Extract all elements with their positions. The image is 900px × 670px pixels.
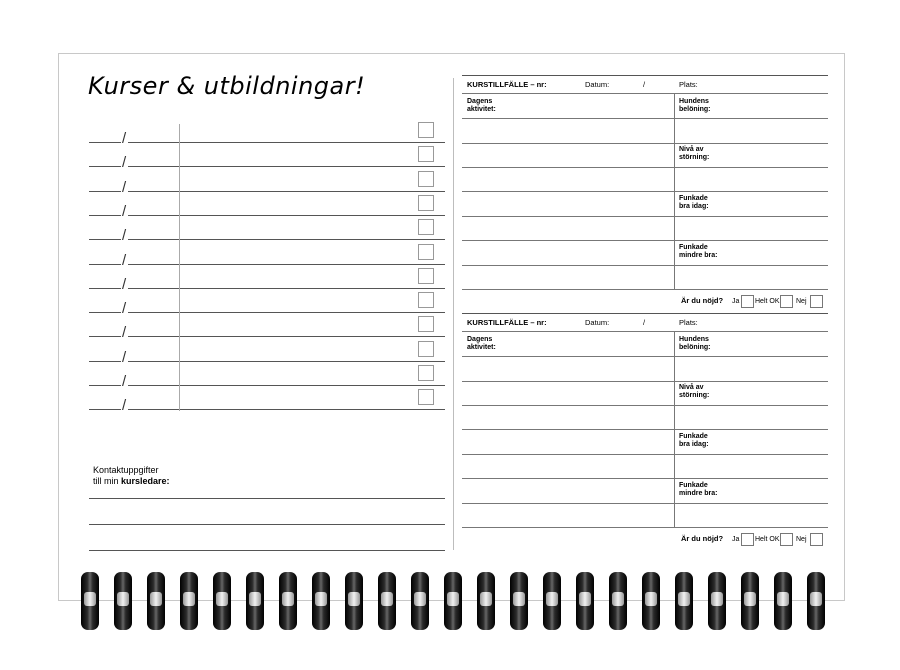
spiral-ring [213,572,231,630]
option-nej-checkbox[interactable] [810,533,823,546]
option-ja-checkbox[interactable] [741,533,754,546]
header-label: KURSTILLFÄLLE [467,80,529,89]
datum-label: Datum: [585,80,610,89]
course-row[interactable] [89,386,445,415]
date-slash: / [122,348,127,366]
form-line[interactable] [462,429,828,430]
mindre-line2: mindre bra: [679,490,718,497]
date-slash: / [122,154,127,172]
option-helt-checkbox[interactable] [780,295,793,308]
course-row[interactable] [89,338,445,366]
form-column-separator [674,93,675,289]
mindre-label [679,244,718,260]
contact-label-line1: Kontaktuppgifter [93,465,159,475]
spiral-ring [246,572,264,630]
spiral-ring [345,572,363,630]
course-checkbox[interactable] [418,146,434,162]
option-nej-label: Nej [796,536,807,543]
form-line[interactable] [462,191,828,192]
hundens-label [679,336,711,352]
form-header [467,318,547,327]
form-line[interactable] [462,503,828,504]
niva-line2: störning: [679,392,710,399]
course-row[interactable] [89,143,445,172]
course-name-field[interactable] [128,409,445,410]
niva-label [679,146,709,162]
contact-line[interactable] [89,524,445,525]
course-row[interactable] [89,168,445,196]
column-separator [179,124,180,411]
page-divider [453,78,454,550]
spiral-ring [807,572,825,630]
form-line[interactable] [462,356,828,357]
spiral-ring [642,572,660,630]
spiral-ring [741,572,759,630]
course-checkbox[interactable] [418,122,434,138]
contact-prefix: till min [93,476,122,486]
form-line[interactable] [462,118,828,119]
datum-slash: / [643,318,646,327]
spiral-ring [147,572,165,630]
date-slash: / [122,130,127,147]
dagens-line2: aktivitet: [467,106,496,113]
course-row[interactable] [89,241,445,269]
spiral-ring [576,572,594,630]
option-helt-checkbox[interactable] [780,533,793,546]
plats-label: Plats: [679,80,698,89]
datum-label: Datum: [585,318,610,327]
date-slash: / [122,227,127,245]
spiral-ring [378,572,396,630]
date-slash: / [122,251,127,269]
course-row[interactable] [89,265,445,293]
funkade-line1: Funkade [679,433,708,440]
course-checkbox[interactable] [418,171,434,187]
dagens-label [467,336,496,352]
form-line[interactable] [462,143,828,144]
contact-bold: kursledare: [121,476,170,486]
spiral-ring [114,572,132,630]
hundens-line2: belöning: [679,344,711,351]
dagens-line2: aktivitet: [467,344,496,351]
form-line[interactable] [462,240,828,241]
niva-label [679,384,709,400]
spiral-ring [543,572,561,630]
form-column-separator [674,331,675,527]
header-nr: – nr: [528,318,547,327]
option-nej-label: Nej [796,298,807,305]
page-title: Kurser & utbildningar! [88,72,366,100]
satisfaction-question: Är du nöjd? [681,296,724,305]
header-nr: – nr: [528,80,547,89]
spiral-ring [180,572,198,630]
course-row[interactable] [89,313,445,342]
mindre-line1: Funkade [679,482,708,489]
option-nej-checkbox[interactable] [810,295,823,308]
form-line[interactable] [462,313,828,314]
date-slash: / [122,373,127,390]
header-label: KURSTILLFÄLLE [467,318,529,327]
date-slash: / [122,324,127,342]
plats-label: Plats: [679,318,698,327]
course-checkbox[interactable] [418,365,434,381]
spiral-ring [609,572,627,630]
form-header [467,80,547,89]
hundens-line2: belöning: [679,106,711,113]
mindre-line1: Funkade [679,244,708,251]
dagens-line1: Dagens [467,336,493,343]
dagens-line1: Dagens [467,98,493,105]
form-line[interactable] [462,331,828,332]
mindre-label [679,482,718,498]
course-checkbox[interactable] [418,389,434,405]
spiral-ring [477,572,495,630]
funkade-line1: Funkade [679,195,708,202]
contact-line[interactable] [89,550,445,551]
date-slash: / [122,397,127,415]
course-row[interactable] [89,216,445,245]
course-row[interactable] [89,119,445,147]
niva-line1: Nivå av [679,146,704,153]
mindre-line2: mindre bra: [679,252,718,259]
funkade-line2: bra idag: [679,441,709,448]
option-ja-checkbox[interactable] [741,295,754,308]
course-checkbox[interactable] [418,316,434,332]
spiral-ring [510,572,528,630]
spiral-ring [279,572,297,630]
course-checkbox[interactable] [418,341,434,357]
form-line[interactable] [462,381,828,382]
form-line[interactable] [462,405,828,406]
course-checkbox[interactable] [418,268,434,284]
datum-slash: / [643,80,646,89]
date-slash: / [122,300,127,318]
course-row[interactable] [89,289,445,318]
course-row[interactable] [89,362,445,390]
spiral-ring [675,572,693,630]
form-line[interactable] [462,93,828,94]
date-field[interactable] [89,409,121,410]
course-checkbox[interactable] [418,195,434,211]
dagens-label [467,98,496,114]
form-line[interactable] [462,75,828,76]
option-ja-label: Ja [732,298,740,305]
hundens-label [679,98,711,114]
option-helt-label: Helt OK [755,536,780,543]
date-slash: / [122,275,127,293]
option-ja-label: Ja [732,536,740,543]
contact-label-line2 [93,476,170,487]
course-checkbox[interactable] [418,219,434,235]
date-slash: / [122,178,127,196]
form-line[interactable] [462,454,828,455]
date-slash: / [122,202,127,220]
funkade-label [679,195,709,211]
spiral-ring [708,572,726,630]
satisfaction-question: Är du nöjd? [681,534,724,543]
spiral-ring [774,572,792,630]
form-line[interactable] [462,167,828,168]
option-helt-label: Helt OK [755,298,780,305]
hundens-line1: Hundens [679,336,709,343]
course-checkbox[interactable] [418,244,434,260]
course-row[interactable] [89,192,445,220]
contact-line[interactable] [89,498,445,499]
spiral-ring [411,572,429,630]
form-line[interactable] [462,478,828,479]
funkade-label [679,433,709,449]
course-checkbox[interactable] [418,292,434,308]
spiral-ring [444,572,462,630]
form-line[interactable] [462,216,828,217]
spiral-ring [312,572,330,630]
funkade-line2: bra idag: [679,203,709,210]
form-line[interactable] [462,265,828,266]
contact-label [93,465,170,487]
spiral-ring [81,572,99,630]
niva-line2: störning: [679,154,710,161]
form-line[interactable] [462,527,828,528]
niva-line1: Nivå av [679,384,704,391]
form-line[interactable] [462,289,828,290]
hundens-line1: Hundens [679,98,709,105]
